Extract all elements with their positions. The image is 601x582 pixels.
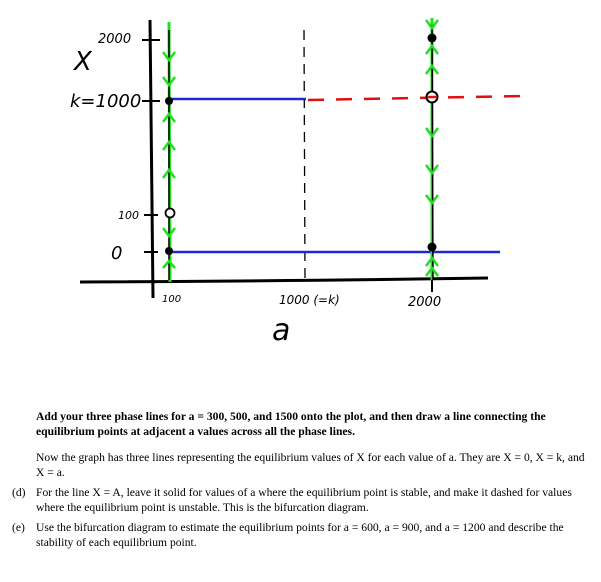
x-tick-2000-label: 2000 bbox=[408, 295, 442, 310]
phase-line-a-100 bbox=[163, 22, 175, 282]
equilibrium-line-X-k-dashed bbox=[308, 96, 524, 100]
unstable-equilibrium-dot bbox=[166, 209, 175, 218]
k-vertical-dashed-line bbox=[304, 30, 305, 280]
question-text bbox=[12, 410, 592, 550]
instruction-text: Add your three phase lines for a = 300, 500, and 1500 onto the plot, and then draw a line connecting the equilibrium points at adjacent a values across all the phase lines. bbox=[36, 410, 546, 438]
y-tick-2000-label: 2000 bbox=[98, 32, 132, 47]
y-axis-label: X bbox=[74, 47, 92, 77]
item-text: Use the bifurcation diagram to estimate the equilibrium points for a = 600, a = 900, and a = 1200 and describe the stability of each equilibrium point. bbox=[36, 521, 564, 549]
y-tick-0-label: 0 bbox=[111, 243, 123, 264]
explanation-paragraph: Now the graph has three lines representing the equilibrium values of X for each value of a. They are X = 0, X = k, and X = a. bbox=[36, 451, 585, 479]
y-tick-1000-label: k=1000 bbox=[70, 91, 142, 112]
stable-equilibrium-dot bbox=[165, 97, 173, 105]
x-axis bbox=[80, 278, 488, 282]
item-label: (d) bbox=[12, 486, 26, 499]
y-axis bbox=[150, 20, 153, 298]
x-axis-label: a bbox=[272, 313, 291, 348]
x-tick-100-label: 100 bbox=[162, 294, 182, 305]
x-tick-1000-label: 1000 (=k) bbox=[279, 293, 340, 307]
stable-equilibrium-dot bbox=[428, 243, 437, 252]
phase-line-a-2000 bbox=[426, 18, 438, 280]
question-item-e bbox=[12, 521, 592, 550]
item-text: For the line X = A, leave it solid for values of a where the equilibrium point is stable, and make it dashed for values where the equilibrium point is unstable. This is the bifurcation diagram. bbox=[36, 486, 572, 514]
stable-equilibrium-dot bbox=[428, 34, 437, 43]
stable-equilibrium-dot bbox=[165, 247, 173, 255]
item-label: (e) bbox=[12, 521, 25, 534]
question-item-d bbox=[12, 486, 592, 515]
y-tick-100-label: 100 bbox=[118, 209, 139, 222]
